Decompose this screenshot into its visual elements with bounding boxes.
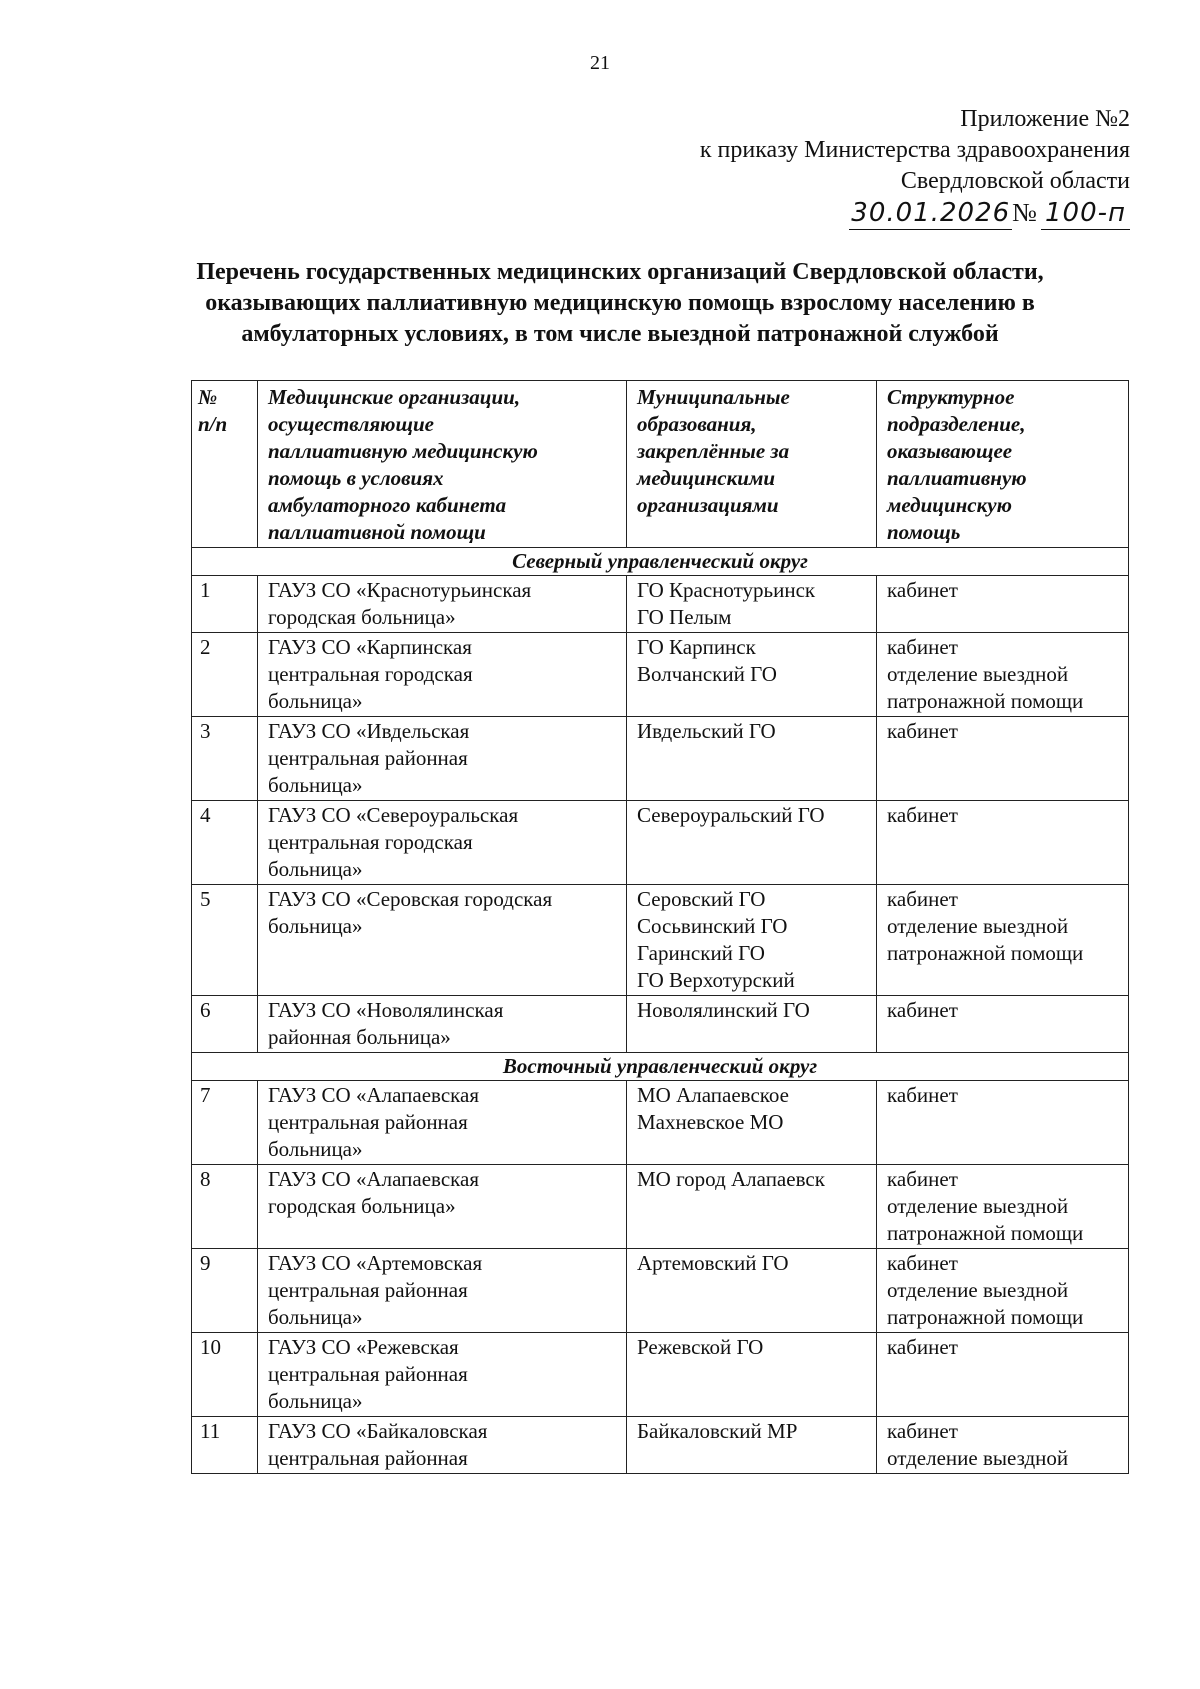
- table-row: [192, 1081, 1129, 1165]
- cell-line: №: [198, 385, 218, 409]
- organization-cell: [258, 1165, 627, 1249]
- cell-line: центральная городская: [268, 662, 473, 686]
- title-line-2: оказывающих паллиативную медицинскую помощь взрослому населению в: [205, 290, 1035, 316]
- cell-line: кабинет: [887, 803, 958, 827]
- cell-line: больница»: [268, 773, 363, 797]
- unit-cell: [877, 996, 1129, 1053]
- organization-cell: [258, 717, 627, 801]
- organization-cell: [258, 1333, 627, 1417]
- district-east-label: Восточный управленческий округ: [192, 1053, 1129, 1081]
- municipality-cell: [627, 885, 877, 996]
- organization-cell: [258, 1417, 627, 1474]
- unit-cell: [877, 801, 1129, 885]
- title-line-3: амбулаторных условиях, в том числе выездной патронажной службой: [241, 321, 999, 347]
- cell-line: кабинет: [887, 578, 958, 602]
- cell-line: ГАУЗ СО «Артемовская: [268, 1251, 483, 1275]
- cell-line: подразделение,: [887, 412, 1026, 436]
- order-date-number: [700, 197, 1130, 230]
- municipality-cell: [627, 801, 877, 885]
- cell-line: больница»: [268, 689, 363, 713]
- cell-line: центральная районная: [268, 1446, 468, 1470]
- cell-line: кабинет: [887, 1251, 958, 1275]
- cell-line: медицинскими: [637, 466, 776, 490]
- cell-line: ГО Карпинск: [637, 635, 756, 659]
- table-row: [192, 1249, 1129, 1333]
- order-number: 100-п: [1041, 198, 1130, 230]
- cell-line: закреплённые за: [637, 439, 790, 463]
- cell-line: помощь в условиях: [268, 466, 444, 490]
- cell-line: ГАУЗ СО «Алапаевская: [268, 1167, 480, 1191]
- cell-line: ГАУЗ СО «Ивдельская: [268, 719, 470, 743]
- municipality-cell: [627, 1081, 877, 1165]
- cell-line: Ивдельский ГО: [637, 719, 776, 743]
- unit-cell: [877, 1249, 1129, 1333]
- document-title: [150, 257, 1090, 350]
- cell-line: патронажной помощи: [887, 1221, 1084, 1245]
- cell-line: городская больница»: [268, 1194, 456, 1218]
- cell-line: кабинет: [887, 1419, 958, 1443]
- organizations-table: [191, 380, 1129, 1474]
- cell-line: ГАУЗ СО «Серовская городская: [268, 887, 553, 911]
- number-sign: №: [1012, 198, 1037, 227]
- municipality-cell: [627, 1249, 877, 1333]
- row-number: 6: [192, 996, 258, 1053]
- organization-cell: [258, 801, 627, 885]
- cell-line: городская больница»: [268, 605, 456, 629]
- table-row: [192, 1417, 1129, 1474]
- table-body: [192, 548, 1129, 1474]
- cell-line: кабинет: [887, 635, 958, 659]
- cell-line: ГАУЗ СО «Новолялинская: [268, 998, 504, 1022]
- cell-line: кабинет: [887, 1335, 958, 1359]
- unit-cell: [877, 633, 1129, 717]
- table-row: [192, 885, 1129, 996]
- municipality-cell: [627, 1165, 877, 1249]
- cell-line: центральная районная: [268, 1362, 468, 1386]
- organization-cell: [258, 885, 627, 996]
- cell-line: медицинскую: [887, 493, 1012, 517]
- table-row: [192, 1333, 1129, 1417]
- cell-line: Серовский ГО: [637, 887, 766, 911]
- cell-line: кабинет: [887, 887, 958, 911]
- cell-line: помощь: [887, 520, 961, 544]
- district-row-east: [192, 1053, 1129, 1081]
- header-unit: [877, 381, 1129, 548]
- cell-line: больница»: [268, 1137, 363, 1161]
- row-number: 10: [192, 1333, 258, 1417]
- table-row: [192, 801, 1129, 885]
- table-header-row: [192, 381, 1129, 548]
- appendix-line-1: Приложение №2: [960, 106, 1130, 132]
- cell-line: ГАУЗ СО «Краснотурьинская: [268, 578, 532, 602]
- cell-line: ГАУЗ СО «Алапаевская: [268, 1083, 480, 1107]
- organization-cell: [258, 1249, 627, 1333]
- title-line-1: Перечень государственных медицинских организаций Свердловской области,: [196, 259, 1044, 285]
- municipality-cell: [627, 1333, 877, 1417]
- row-number: 4: [192, 801, 258, 885]
- organization-cell: [258, 576, 627, 633]
- municipality-cell: [627, 633, 877, 717]
- cell-line: ГАУЗ СО «Байкаловская: [268, 1419, 488, 1443]
- cell-line: осуществляющие: [268, 412, 434, 436]
- cell-line: отделение выездной: [887, 1194, 1069, 1218]
- cell-line: образования,: [637, 412, 757, 436]
- cell-line: паллиативной помощи: [268, 520, 486, 544]
- row-number: 11: [192, 1417, 258, 1474]
- cell-line: больница»: [268, 857, 363, 881]
- cell-line: организациями: [637, 493, 779, 517]
- district-north-label: Северный управленческий округ: [192, 548, 1129, 576]
- municipality-cell: [627, 576, 877, 633]
- cell-line: паллиативную: [887, 466, 1027, 490]
- table-row: [192, 996, 1129, 1053]
- cell-line: центральная районная: [268, 1278, 468, 1302]
- header-organization: [258, 381, 627, 548]
- municipality-cell: [627, 1417, 877, 1474]
- cell-line: центральная районная: [268, 1110, 468, 1134]
- row-number: 2: [192, 633, 258, 717]
- header-num: [192, 381, 258, 548]
- cell-line: амбулаторного кабинета: [268, 493, 507, 517]
- row-number: 1: [192, 576, 258, 633]
- cell-line: кабинет: [887, 1083, 958, 1107]
- organization-cell: [258, 996, 627, 1053]
- cell-line: Муниципальные: [637, 385, 790, 409]
- cell-line: Сосьвинский ГО: [637, 914, 788, 938]
- cell-line: патронажной помощи: [887, 1305, 1084, 1329]
- row-number: 9: [192, 1249, 258, 1333]
- appendix-block: [700, 104, 1130, 230]
- cell-line: кабинет: [887, 1167, 958, 1191]
- header-municipality: [627, 381, 877, 548]
- cell-line: патронажной помощи: [887, 941, 1084, 965]
- row-number: 5: [192, 885, 258, 996]
- unit-cell: [877, 1165, 1129, 1249]
- cell-line: отделение выездной: [887, 914, 1069, 938]
- cell-line: кабинет: [887, 998, 958, 1022]
- cell-line: Медицинские организации,: [268, 385, 521, 409]
- cell-line: паллиативную медицинскую: [268, 439, 538, 463]
- row-number: 8: [192, 1165, 258, 1249]
- row-number: 3: [192, 717, 258, 801]
- cell-line: Североуральский ГО: [637, 803, 825, 827]
- cell-line: ГО Краснотурьинск: [637, 578, 816, 602]
- table-row: [192, 576, 1129, 633]
- cell-line: МО город Алапаевск: [637, 1167, 825, 1191]
- unit-cell: [877, 576, 1129, 633]
- municipality-cell: [627, 996, 877, 1053]
- cell-line: Режевской ГО: [637, 1335, 764, 1359]
- appendix-line-2: к приказу Министерства здравоохранения: [699, 137, 1130, 163]
- municipality-cell: [627, 717, 877, 801]
- cell-line: ГАУЗ СО «Режевская: [268, 1335, 459, 1359]
- cell-line: Гаринский ГО: [637, 941, 765, 965]
- page-number: 21: [590, 52, 610, 74]
- row-number: 7: [192, 1081, 258, 1165]
- cell-line: кабинет: [887, 719, 958, 743]
- unit-cell: [877, 1333, 1129, 1417]
- cell-line: отделение выездной: [887, 1278, 1069, 1302]
- unit-cell: [877, 717, 1129, 801]
- cell-line: МО Алапаевское: [637, 1083, 789, 1107]
- organization-cell: [258, 1081, 627, 1165]
- cell-line: больница»: [268, 1389, 363, 1413]
- cell-line: ГО Верхотурский: [637, 968, 795, 992]
- table-row: [192, 1165, 1129, 1249]
- district-row-north: [192, 548, 1129, 576]
- table-row: [192, 717, 1129, 801]
- cell-line: п/п: [198, 412, 228, 436]
- cell-line: ГАУЗ СО «Североуральская: [268, 803, 519, 827]
- cell-line: Байкаловский МР: [637, 1419, 798, 1443]
- cell-line: больница»: [268, 1305, 363, 1329]
- cell-line: центральная районная: [268, 746, 468, 770]
- cell-line: отделение выездной: [887, 662, 1069, 686]
- cell-line: оказывающее: [887, 439, 1013, 463]
- cell-line: центральная городская: [268, 830, 473, 854]
- table-row: [192, 633, 1129, 717]
- cell-line: больница»: [268, 914, 363, 938]
- cell-line: ГО Пелым: [637, 605, 732, 629]
- cell-line: патронажной помощи: [887, 689, 1084, 713]
- unit-cell: [877, 885, 1129, 996]
- organization-cell: [258, 633, 627, 717]
- cell-line: Волчанский ГО: [637, 662, 777, 686]
- appendix-line-3: Свердловской области: [900, 168, 1130, 194]
- order-date: 30.01.2026: [851, 198, 1011, 228]
- cell-line: Махневское МО: [637, 1110, 784, 1134]
- cell-line: Артемовский ГО: [637, 1251, 789, 1275]
- cell-line: отделение выездной: [887, 1446, 1069, 1470]
- cell-line: районная больница»: [268, 1025, 451, 1049]
- cell-line: Структурное: [887, 385, 1015, 409]
- unit-cell: [877, 1417, 1129, 1474]
- cell-line: Новолялинский ГО: [637, 998, 810, 1022]
- unit-cell: [877, 1081, 1129, 1165]
- cell-line: ГАУЗ СО «Карпинская: [268, 635, 472, 659]
